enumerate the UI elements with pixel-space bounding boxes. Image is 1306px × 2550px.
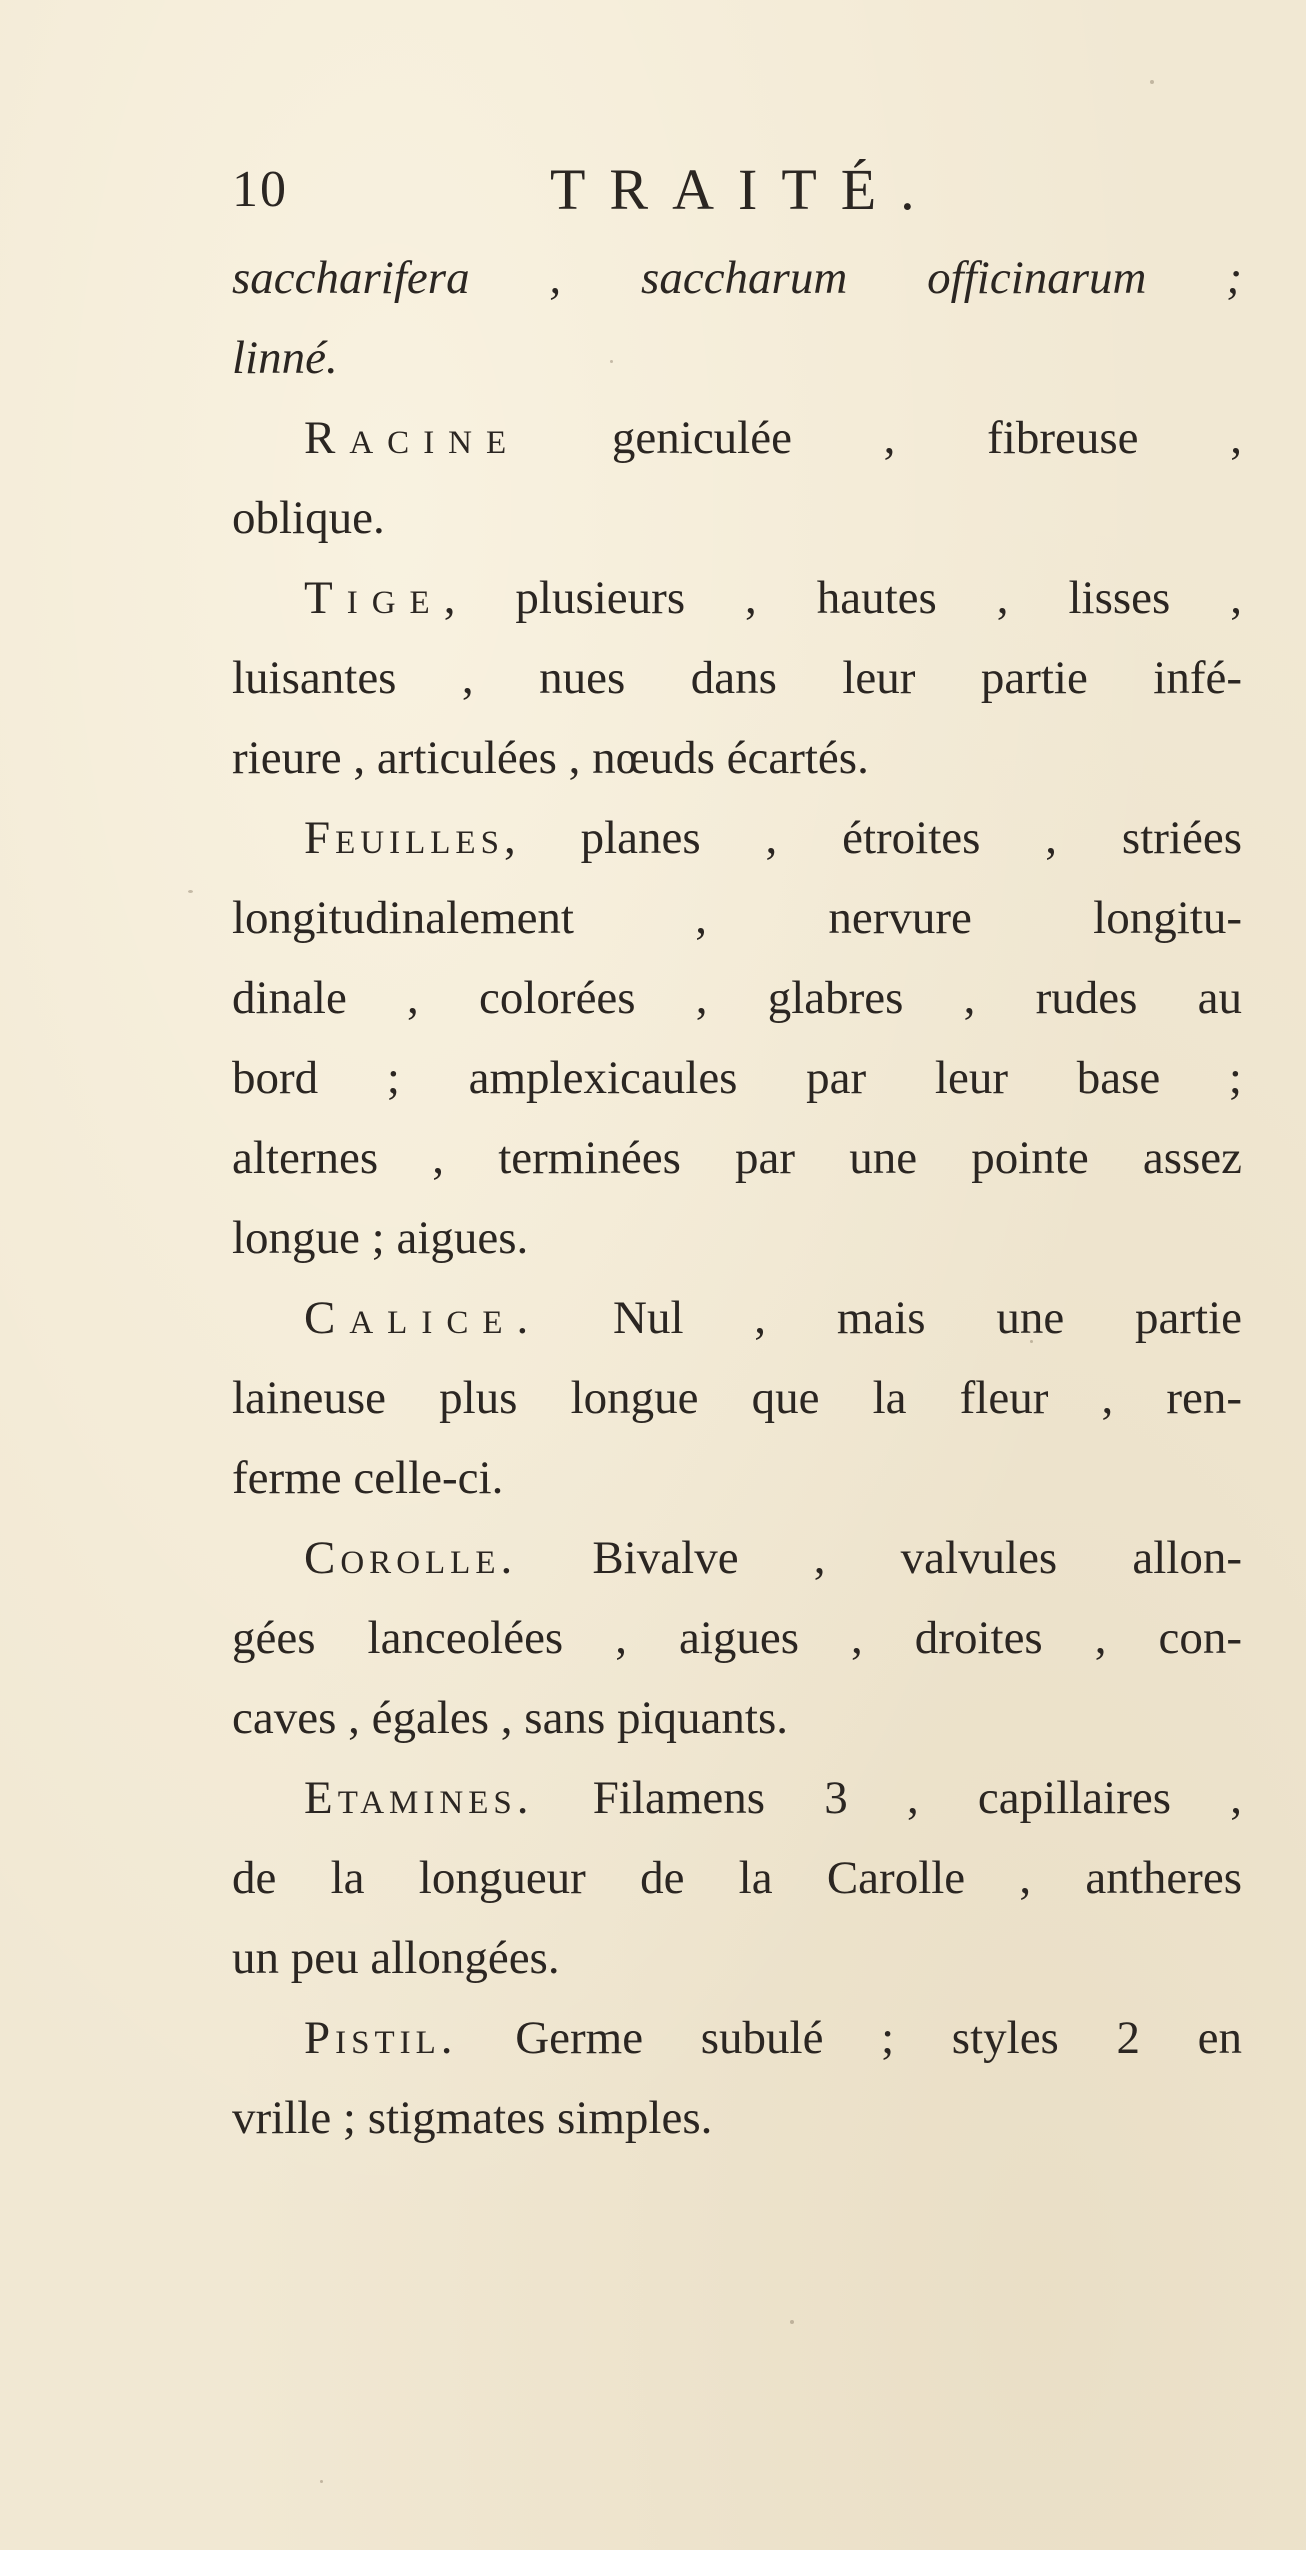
- paper-speck: [610, 360, 613, 363]
- entry-calice: Calice. Nul , mais une partie: [304, 1292, 1242, 1344]
- paper-speck: [320, 2480, 323, 2483]
- text-line: saccharifera , saccharum officinarum ;: [232, 252, 1242, 304]
- text-line: laineuse plus longue que la fleur , ren-: [232, 1372, 1242, 1424]
- text-line: alternes , terminées par une pointe assez: [232, 1132, 1242, 1184]
- text-line: un peu allongées.: [232, 1932, 560, 1984]
- text-line: dinale , colorées , glabres , rudes au: [232, 972, 1242, 1024]
- text-line: vrille ; stigmates simples.: [232, 2092, 713, 2144]
- text-line: gées lanceolées , aigues , droites , con-: [232, 1612, 1242, 1664]
- entry-term: Corolle.: [304, 1532, 518, 1584]
- entry-pistil: Pistil. Germe subulé ; styles 2 en: [304, 2012, 1242, 2064]
- running-title: TRAITÉ.: [550, 157, 939, 222]
- entry-term: Pistil.: [304, 2012, 458, 2064]
- entry-racine: Racine geniculée , fibreuse ,: [304, 412, 1242, 464]
- entry-tige: Tige, plusieurs , hautes , lisses ,: [304, 572, 1242, 624]
- entry-term: Tige: [304, 572, 444, 624]
- entry-etamines: Etamines. Filamens 3 , capillaires ,: [304, 1772, 1242, 1824]
- text-line: bord ; amplexicaules par leur base ;: [232, 1052, 1242, 1104]
- text-line: de la longueur de la Carolle , antheres: [232, 1852, 1242, 1904]
- paper-speck: [790, 2320, 794, 2324]
- text-line: rieure , articulées , nœuds écartés.: [232, 732, 869, 784]
- text-line: caves , égales , sans piquants.: [232, 1692, 789, 1744]
- entry-term: Calice.: [304, 1292, 543, 1344]
- page-body-text: [232, 238, 1242, 2158]
- text-line: oblique.: [232, 492, 385, 544]
- paper-speck: [1150, 80, 1154, 84]
- text-line: longue ; aigues.: [232, 1212, 529, 1264]
- entry-feuilles: Feuilles, planes , étroites , striées: [304, 812, 1242, 864]
- page-header: [232, 155, 1192, 225]
- entry-term: Feuilles: [304, 812, 504, 864]
- entry-corolle: Corolle. Bivalve , valvules allon-: [304, 1532, 1242, 1584]
- text-line: ferme celle-ci.: [232, 1452, 504, 1504]
- paper-speck: [188, 890, 193, 893]
- entry-term: Racine: [304, 412, 521, 464]
- text-line: linné.: [232, 332, 338, 384]
- paper-speck: [1030, 1340, 1033, 1343]
- entry-term: Etamines.: [304, 1772, 534, 1824]
- page-number: 10: [232, 161, 288, 218]
- text-line: luisantes , nues dans leur partie infé-: [232, 652, 1242, 704]
- text-line: longitudinalement , nervure longitu-: [232, 892, 1242, 944]
